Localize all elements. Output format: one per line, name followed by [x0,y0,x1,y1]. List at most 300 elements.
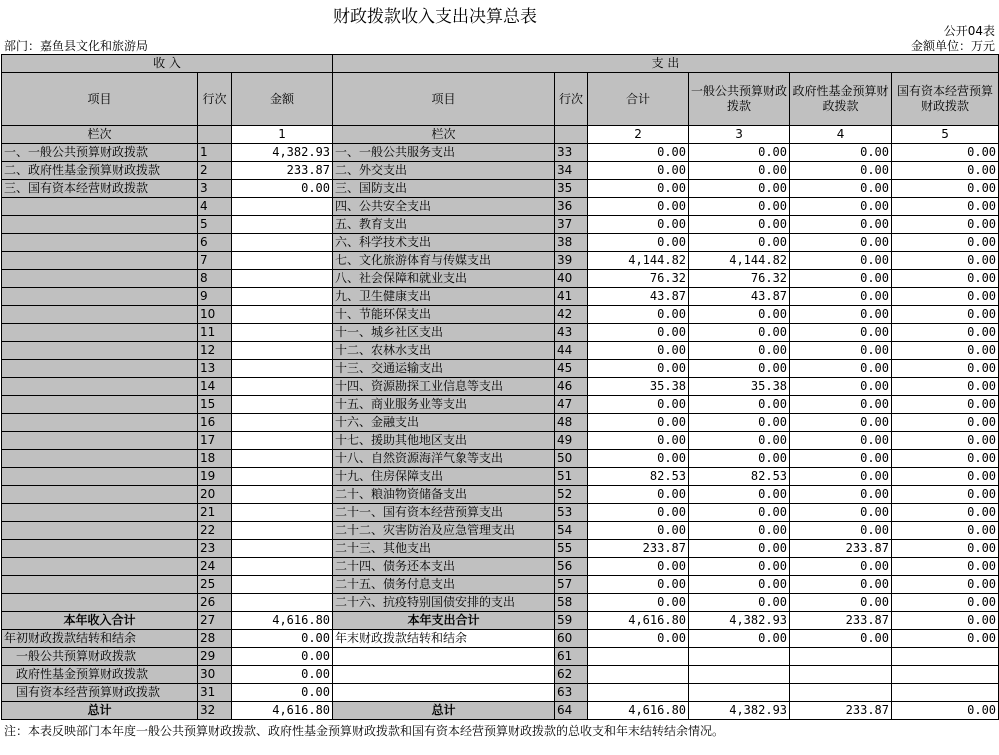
expense-row-number: 47 [555,396,588,414]
income-amount: 233.87 [232,162,333,180]
income-row-number: 20 [198,486,232,504]
expense-state-capital: 0.00 [892,432,999,450]
table-row [2,198,999,216]
expense-gov-fund: 233.87 [790,702,892,720]
carry-sub-row [2,666,999,684]
income-row-number: 11 [198,324,232,342]
report-title: 财政拨款收入支出决算总表 [333,7,537,27]
expense-item-label: 年末财政拨款结转和结余 [333,630,555,648]
expense-gov-fund: 0.00 [790,198,892,216]
income-item-label: 一般公共预算财政拨款 [2,648,198,666]
expense-total: 0.00 [588,198,689,216]
expense-item-label: 十七、援助其他地区支出 [333,432,555,450]
income-row-number: 27 [198,612,232,630]
expense-general-budget: 0.00 [689,306,790,324]
expense-state-capital: 0.00 [892,180,999,198]
general-budget-header: 一般公共预算财政拨款 [689,73,790,126]
expense-row-number: 54 [555,522,588,540]
expense-general-budget: 0.00 [689,594,790,612]
expense-gov-fund: 0.00 [790,144,892,162]
expense-item-label: 二十三、其他支出 [333,540,555,558]
income-item-label [2,324,198,342]
expense-item-label: 总计 [333,702,555,720]
income-item-label [2,270,198,288]
table-row [2,594,999,612]
expense-general-budget: 82.53 [689,468,790,486]
income-item-label [2,504,198,522]
income-row-number: 15 [198,396,232,414]
expense-row-number: 33 [555,144,588,162]
expense-gov-fund: 0.00 [790,306,892,324]
income-item-label: 政府性基金预算财政拨款 [2,666,198,684]
year-total-row [2,612,999,630]
expense-row-number: 40 [555,270,588,288]
expense-total: 233.87 [588,540,689,558]
expense-general-budget: 0.00 [689,450,790,468]
department-label: 部门：嘉鱼县文化和旅游局 [4,39,149,53]
expense-state-capital: 0.00 [892,198,999,216]
expense-gov-fund: 0.00 [790,378,892,396]
income-item-label [2,540,198,558]
expense-total: 0.00 [588,450,689,468]
expense-state-capital: 0.00 [892,450,999,468]
income-item-label: 二、政府性基金预算财政拨款 [2,162,198,180]
expense-gov-fund: 0.00 [790,234,892,252]
expense-item-label: 十、节能环保支出 [333,306,555,324]
expense-item-label: 本年支出合计 [333,612,555,630]
expense-state-capital: 0.00 [892,612,999,630]
table-row [2,540,999,558]
income-amount [232,558,333,576]
col-label-expense: 栏次 [333,126,555,144]
income-item-header: 项目 [2,73,198,126]
income-row-number: 1 [198,144,232,162]
income-item-label [2,198,198,216]
expense-header: 支 出 [333,55,999,73]
table-row [2,180,999,198]
expense-general-budget: 0.00 [689,630,790,648]
expense-general-budget: 0.00 [689,342,790,360]
expense-state-capital: 0.00 [892,504,999,522]
expense-item-label: 二十六、抗疫特别国债安排的支出 [333,594,555,612]
income-amount [232,540,333,558]
col-label-income: 栏次 [2,126,198,144]
expense-gov-fund: 0.00 [790,468,892,486]
expense-state-capital: 0.00 [892,558,999,576]
income-row-number: 2 [198,162,232,180]
income-row-number: 17 [198,432,232,450]
expense-total: 0.00 [588,558,689,576]
expense-row-number: 61 [555,648,588,666]
expense-total: 0.00 [588,594,689,612]
expense-total [588,648,689,666]
expense-general-budget: 4,144.82 [689,252,790,270]
expense-item-label: 二十、粮油物资储备支出 [333,486,555,504]
expense-state-capital: 0.00 [892,306,999,324]
expense-total: 0.00 [588,396,689,414]
expense-total: 4,144.82 [588,252,689,270]
expense-gov-fund: 0.00 [790,432,892,450]
expense-row-number: 46 [555,378,588,396]
income-header: 收 入 [2,55,333,73]
expense-state-capital: 0.00 [892,486,999,504]
expense-total: 0.00 [588,432,689,450]
expense-gov-fund: 0.00 [790,270,892,288]
expense-state-capital: 0.00 [892,252,999,270]
income-row-number: 4 [198,198,232,216]
expense-total: 0.00 [588,360,689,378]
expense-item-label: 八、社会保障和就业支出 [333,270,555,288]
expense-item-label: 二十四、债务还本支出 [333,558,555,576]
expense-item-label: 十二、农林水支出 [333,342,555,360]
income-row-number: 30 [198,666,232,684]
table-row [2,378,999,396]
table-row [2,252,999,270]
expense-item-label: 十三、交通运输支出 [333,360,555,378]
table-row [2,558,999,576]
expense-general-budget: 0.00 [689,504,790,522]
table-row [2,522,999,540]
expense-state-capital: 0.00 [892,594,999,612]
expense-row-number: 62 [555,666,588,684]
income-item-label [2,486,198,504]
expense-item-label: 十四、资源勘探工业信息等支出 [333,378,555,396]
income-amount [232,468,333,486]
expense-gov-fund: 0.00 [790,324,892,342]
table-row [2,414,999,432]
income-row-number: 13 [198,360,232,378]
expense-gov-fund: 0.00 [790,486,892,504]
expense-total [588,666,689,684]
expense-total: 76.32 [588,270,689,288]
expense-state-capital: 0.00 [892,468,999,486]
income-item-label [2,558,198,576]
expense-item-label: 二十五、债务付息支出 [333,576,555,594]
income-item-label [2,342,198,360]
income-item-label [2,216,198,234]
expense-total: 0.00 [588,234,689,252]
expense-gov-fund: 0.00 [790,630,892,648]
income-row-number: 3 [198,180,232,198]
income-row-number: 25 [198,576,232,594]
expense-item-label: 二十一、国有资本经营预算支出 [333,504,555,522]
income-amount: 0.00 [232,666,333,684]
income-item-label: 年初财政拨款结转和结余 [2,630,198,648]
income-row-number: 28 [198,630,232,648]
income-item-label: 总计 [2,702,198,720]
col-number-4: 4 [790,126,892,144]
expense-state-capital [892,666,999,684]
expense-total [588,684,689,702]
income-item-label [2,576,198,594]
expense-state-capital: 0.00 [892,324,999,342]
expense-item-header: 项目 [333,73,555,126]
expense-total: 0.00 [588,414,689,432]
income-amount [232,594,333,612]
income-row-number: 23 [198,540,232,558]
expense-gov-fund: 0.00 [790,414,892,432]
expense-general-budget: 0.00 [689,360,790,378]
expense-state-capital: 0.00 [892,360,999,378]
expense-state-capital: 0.00 [892,702,999,720]
income-amount: 0.00 [232,180,333,198]
expense-item-label: 一、一般公共服务支出 [333,144,555,162]
table-row [2,360,999,378]
expense-total: 0.00 [588,522,689,540]
table-row [2,396,999,414]
income-row-number: 32 [198,702,232,720]
expense-item-label: 四、公共安全支出 [333,198,555,216]
expense-gov-fund: 0.00 [790,576,892,594]
expense-general-budget: 0.00 [689,486,790,504]
expense-row-number: 41 [555,288,588,306]
income-amount: 0.00 [232,684,333,702]
expense-row-number: 37 [555,216,588,234]
expense-general-budget: 0.00 [689,432,790,450]
expense-gov-fund: 0.00 [790,162,892,180]
expense-gov-fund [790,684,892,702]
income-amount: 4,382.93 [232,144,333,162]
table-row [2,342,999,360]
expense-row-number: 64 [555,702,588,720]
expense-total: 0.00 [588,144,689,162]
expense-state-capital [892,684,999,702]
table-row [2,162,999,180]
income-amount: 0.00 [232,630,333,648]
table-row [2,450,999,468]
expense-row-number: 58 [555,594,588,612]
carry-over-row [2,630,999,648]
expense-gov-fund: 0.00 [790,360,892,378]
income-row-number: 19 [198,468,232,486]
income-item-label [2,468,198,486]
income-amount [232,432,333,450]
expense-row-number: 50 [555,450,588,468]
table-row [2,432,999,450]
expense-item-label: 二、外交支出 [333,162,555,180]
expense-row-number: 56 [555,558,588,576]
expense-gov-fund [790,648,892,666]
expense-row-number: 42 [555,306,588,324]
income-amount [232,198,333,216]
income-item-label [2,306,198,324]
gov-fund-header: 政府性基金预算财政拨款 [790,73,892,126]
table-row [2,324,999,342]
expense-row-number: 39 [555,252,588,270]
expense-item-label [333,666,555,684]
income-amount [232,342,333,360]
expense-row-number: 49 [555,432,588,450]
table-row [2,234,999,252]
table-row [2,576,999,594]
expense-gov-fund: 0.00 [790,450,892,468]
expense-row-number: 52 [555,486,588,504]
table-row [2,270,999,288]
income-amount [232,216,333,234]
col-blank [198,126,232,144]
expense-state-capital: 0.00 [892,540,999,558]
expense-general-budget: 0.00 [689,162,790,180]
expense-general-budget: 0.00 [689,540,790,558]
expense-total: 4,616.80 [588,702,689,720]
expense-state-capital: 0.00 [892,162,999,180]
income-item-label [2,594,198,612]
expense-row-number: 43 [555,324,588,342]
expense-general-budget: 76.32 [689,270,790,288]
income-amount [232,414,333,432]
expense-total: 0.00 [588,324,689,342]
expense-gov-fund: 0.00 [790,180,892,198]
income-row-number: 26 [198,594,232,612]
table-row [2,504,999,522]
table-row [2,288,999,306]
income-amount: 4,616.80 [232,612,333,630]
income-amount: 0.00 [232,648,333,666]
budget-table [1,54,999,720]
income-amount [232,396,333,414]
expense-state-capital: 0.00 [892,630,999,648]
income-amount: 4,616.80 [232,702,333,720]
col-number-2: 2 [588,126,689,144]
expense-row-number: 57 [555,576,588,594]
income-amount [232,252,333,270]
income-item-label [2,288,198,306]
expense-gov-fund: 0.00 [790,252,892,270]
income-item-label [2,360,198,378]
income-amount [232,234,333,252]
expense-state-capital: 0.00 [892,396,999,414]
expense-item-label: 三、国防支出 [333,180,555,198]
expense-total: 0.00 [588,630,689,648]
expense-total: 0.00 [588,180,689,198]
expense-item-label: 十九、住房保障支出 [333,468,555,486]
income-item-label: 一、一般公共预算财政拨款 [2,144,198,162]
income-rowno-header: 行次 [198,73,232,126]
expense-total: 0.00 [588,216,689,234]
income-row-number: 7 [198,252,232,270]
expense-general-budget: 0.00 [689,576,790,594]
income-item-label [2,378,198,396]
income-item-label [2,234,198,252]
expense-general-budget: 0.00 [689,234,790,252]
expense-row-number: 35 [555,180,588,198]
expense-item-label [333,648,555,666]
expense-row-number: 55 [555,540,588,558]
income-row-number: 8 [198,270,232,288]
expense-general-budget: 35.38 [689,378,790,396]
col-blank [555,126,588,144]
expense-general-budget [689,648,790,666]
income-row-number: 14 [198,378,232,396]
expense-general-budget: 0.00 [689,180,790,198]
expense-state-capital: 0.00 [892,522,999,540]
expense-general-budget: 0.00 [689,396,790,414]
expense-total: 82.53 [588,468,689,486]
col-number-1: 1 [232,126,333,144]
expense-rowno-header: 行次 [555,73,588,126]
expense-row-number: 51 [555,468,588,486]
expense-row-number: 60 [555,630,588,648]
income-amount [232,504,333,522]
expense-general-budget: 0.00 [689,324,790,342]
expense-row-number: 36 [555,198,588,216]
expense-row-number: 63 [555,684,588,702]
carry-sub-row [2,684,999,702]
expense-gov-fund [790,666,892,684]
income-item-label [2,522,198,540]
expense-gov-fund: 0.00 [790,396,892,414]
expense-state-capital: 0.00 [892,144,999,162]
income-row-number: 16 [198,414,232,432]
expense-general-budget [689,666,790,684]
income-amount-header: 金额 [232,73,333,126]
expense-state-capital: 0.00 [892,234,999,252]
expense-state-capital: 0.00 [892,288,999,306]
income-item-label [2,450,198,468]
expense-total: 0.00 [588,486,689,504]
expense-row-number: 34 [555,162,588,180]
expense-total: 0.00 [588,306,689,324]
income-item-label: 国有资本经营预算财政拨款 [2,684,198,702]
expense-item-label: 六、科学技术支出 [333,234,555,252]
expense-state-capital: 0.00 [892,378,999,396]
income-row-number: 6 [198,234,232,252]
expense-gov-fund: 0.00 [790,288,892,306]
income-row-number: 18 [198,450,232,468]
expense-general-budget: 0.00 [689,144,790,162]
expense-total: 0.00 [588,342,689,360]
expense-gov-fund: 233.87 [790,612,892,630]
income-row-number: 24 [198,558,232,576]
expense-general-budget: 4,382.93 [689,702,790,720]
table-row [2,216,999,234]
expense-state-capital: 0.00 [892,576,999,594]
income-row-number: 10 [198,306,232,324]
expense-general-budget: 0.00 [689,216,790,234]
income-row-number: 12 [198,342,232,360]
grand-total-row [2,702,999,720]
expense-row-number: 44 [555,342,588,360]
carry-sub-row [2,648,999,666]
expense-state-capital: 0.00 [892,270,999,288]
expense-row-number: 45 [555,360,588,378]
expense-item-label: 十一、城乡社区支出 [333,324,555,342]
expense-gov-fund: 0.00 [790,594,892,612]
expense-general-budget: 0.00 [689,558,790,576]
table-row [2,486,999,504]
income-item-label: 三、国有资本经营财政拨款 [2,180,198,198]
expense-gov-fund: 233.87 [790,540,892,558]
expense-gov-fund: 0.00 [790,342,892,360]
income-amount [232,324,333,342]
income-amount [232,270,333,288]
expense-general-budget: 43.87 [689,288,790,306]
income-amount [232,360,333,378]
expense-total: 4,616.80 [588,612,689,630]
table-row [2,306,999,324]
expense-row-number: 59 [555,612,588,630]
expense-state-capital: 0.00 [892,342,999,360]
income-row-number: 21 [198,504,232,522]
expense-item-label: 十五、商业服务业等支出 [333,396,555,414]
income-row-number: 9 [198,288,232,306]
income-amount [232,576,333,594]
income-amount [232,288,333,306]
income-item-label [2,396,198,414]
form-code: 公开04表 [943,24,995,38]
col-number-3: 3 [689,126,790,144]
income-row-number: 22 [198,522,232,540]
